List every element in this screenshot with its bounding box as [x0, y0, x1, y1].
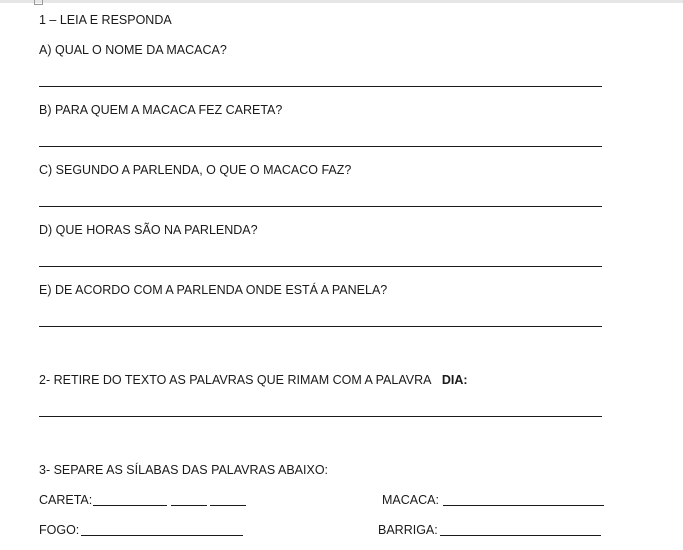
word-barriga-label: BARRIGA:	[378, 523, 438, 537]
fogo-syllable-blank[interactable]	[81, 535, 243, 536]
question-d: D) QUE HORAS SÃO NA PARLENDA?	[39, 223, 258, 237]
word-fogo-label: FOGO:	[39, 523, 80, 537]
question-b: B) PARA QUEM A MACACA FEZ CARETA?	[39, 103, 283, 117]
question-c: C) SEGUNDO A PARLENDA, O QUE O MACACO FAZ?	[39, 163, 352, 177]
word-macaca-label: MACACA:	[382, 493, 439, 507]
section-2-keyword: DIA:	[441, 373, 468, 387]
section-3-title: 3- SEPARE AS SÍLABAS DAS PALAVRAS ABAIXO:	[39, 463, 329, 477]
question-a: A) QUAL O NOME DA MACACA?	[39, 43, 227, 57]
answer-line-a[interactable]	[39, 86, 602, 87]
careta-syllable-blank-2[interactable]	[171, 505, 207, 506]
barriga-syllable-blank[interactable]	[440, 535, 601, 536]
section-2-prompt	[39, 373, 468, 387]
section-1-title: 1 – LEIA E RESPONDA	[39, 13, 172, 27]
question-e: E) DE ACORDO COM A PARLENDA ONDE ESTÁ A PANELA?	[39, 283, 388, 297]
careta-syllable-blank-1[interactable]	[93, 505, 167, 506]
answer-line-b[interactable]	[39, 146, 602, 147]
answer-line-section-2[interactable]	[39, 416, 602, 417]
answer-line-d[interactable]	[39, 266, 602, 267]
macaca-syllable-blank[interactable]	[443, 505, 604, 506]
top-edge	[0, 0, 683, 3]
careta-syllable-blank-3[interactable]	[210, 505, 246, 506]
word-careta-label: CARETA:	[39, 493, 93, 507]
answer-line-e[interactable]	[39, 326, 602, 327]
section-2-text: 2- RETIRE DO TEXTO AS PALAVRAS QUE RIMAM COM A PALAVRA	[39, 373, 432, 387]
answer-line-c[interactable]	[39, 206, 602, 207]
page-corner-mark	[34, 0, 43, 5]
